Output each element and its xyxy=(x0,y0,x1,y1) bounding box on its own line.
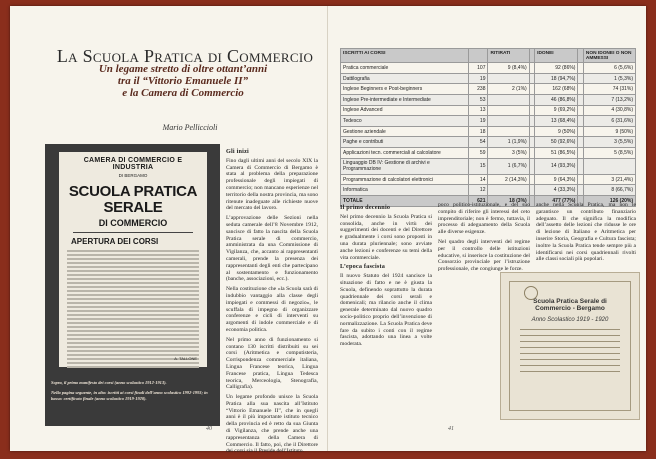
table-cell: 50 (92,6%) xyxy=(535,137,578,148)
table-cell: Dattilografia xyxy=(341,73,469,84)
manifesto-signature: A. TALLONE xyxy=(174,356,197,361)
seal-icon xyxy=(524,286,538,300)
paragraph: L’approvazione delle Sezioni nella seduta camerale dell’8 Novembre 1912, sancisce di fatto la nascita della Scuola Pratica serale di commercio, amministrata da una Commissione di Vigilanza, che, accanto ai rappresentanti camerali, prende la presenza dei rappresentanti degli enti che partecipano al sostentamento e funzionamento (banche, associazioni, ecc.). xyxy=(226,215,318,283)
table-cell: 19 xyxy=(468,73,488,84)
table-cell: Pratica commerciale xyxy=(341,63,469,74)
table-cell: Inglese Advanced xyxy=(341,105,469,116)
paragraph: Nella costituzione che «la Scuola sarà di indubbio vantaggio alla classe degli impiegati e commessi di negozio», le scuffala di impegno di organizzare conferenze e cicli di interventi su argomenti di indole commerciale e di economia politica. xyxy=(226,286,318,333)
table-cell: 13 xyxy=(468,105,488,116)
table-header: IDONEI xyxy=(535,49,578,63)
table-cell: 46 (86,8%) xyxy=(535,94,578,105)
table-row xyxy=(341,94,636,105)
table-row xyxy=(341,185,636,196)
table-cell: 9 (69,2%) xyxy=(535,105,578,116)
table-cell: 9 (50%) xyxy=(583,126,635,137)
table-cell: Inglese Beginners e Post-beginners xyxy=(341,84,469,95)
table-cell: 1 (1,9%) xyxy=(488,137,529,148)
page-number: 40 xyxy=(206,426,212,432)
table-row xyxy=(341,84,636,95)
paragraph: anche nella Scuola Pratica, ma non le garantisce un contributo finanziario adeguato. Il che significa la modifica dell’assetto delle lezioni che ridusse le ore di lezione di Italiano e Aritmetica per inserire Storia, Geografia e Cultura fascista; inoltre la Scuola Pratica tende sempre più a identificarsi nei corsi quadriennali rivolti alle classi sociali più popolari. xyxy=(536,202,636,263)
manifesto-big-title: SCUOLA PRATICA SERALE xyxy=(68,183,198,216)
subtitle-line: e la Camera di Commercio xyxy=(122,87,244,99)
table-cell: 2 (14,3%) xyxy=(488,174,529,185)
table-cell: 1 (5,3%) xyxy=(583,73,635,84)
book-spread xyxy=(10,6,646,455)
table-cell: 9 (50%) xyxy=(535,126,578,137)
table-row xyxy=(341,63,636,74)
table-cell xyxy=(488,185,529,196)
table-cell xyxy=(488,116,529,127)
table-row xyxy=(341,147,636,158)
enrollment-table xyxy=(340,48,636,207)
table-cell: 3 (5%) xyxy=(488,147,529,158)
table-cell: 1 (6,7%) xyxy=(488,158,529,174)
subtitle-line: tra il “Vittorio Emanuele II” xyxy=(117,75,249,87)
table-cell: 14 (93,3%) xyxy=(535,158,578,174)
table-cell xyxy=(583,158,635,174)
table-cell: Gestione aziendale xyxy=(341,126,469,137)
right-text-column-2 xyxy=(438,202,530,272)
manifesto-header: CAMERA DI COMMERCIO E INDUSTRIA xyxy=(83,157,183,171)
table-row xyxy=(341,174,636,185)
table-cell: 4 (33,3%) xyxy=(535,185,578,196)
table-header-row xyxy=(341,49,636,63)
article-title: La Scuola Pratica di Commercio xyxy=(56,46,314,66)
table-cell: 3 (5,5%) xyxy=(583,137,635,148)
table-cell: 4 (30,8%) xyxy=(583,105,635,116)
table-header: NON IDONEI O NON AMMESSI xyxy=(583,49,635,63)
manifesto-body-lines xyxy=(65,250,201,368)
table-cell xyxy=(488,94,529,105)
left-page xyxy=(10,6,328,455)
table-row xyxy=(341,158,636,174)
section-heading: Il primo decennio xyxy=(340,204,391,211)
section-heading: Gli inizi xyxy=(226,148,249,155)
right-text-column-1 xyxy=(340,202,432,424)
table-cell: 2 (1%) xyxy=(488,84,529,95)
table-cell: 9 (64,3%) xyxy=(535,174,578,185)
right-page xyxy=(328,6,646,451)
paragraph: Nel primo anno di funzionamento si contano 130 iscritti distribuiti su sei corsi (Aritmetica e computisteria, Corrispondenza commerciale italiana, Lingua Francese teorica, Lingua Francese pratica, Lingua Tedesca teorica, Merceologia, Stenografia, Calligrafia). xyxy=(226,336,318,391)
certificate-year: Anno Scolastico 1919 - 1920 xyxy=(531,317,609,323)
subtitle-line: Un legame stretto di oltre ottant’anni xyxy=(98,63,268,75)
paragraph: Fino dagli ultimi anni del secolo XIX la Camera di Commercio di Bergamo è stata al problema della preparazione professionale degli impiegati di commercio; non mancano esperienze nel territorio della nostra provincia, ma sono ritenute inadeguate alle richieste nuove del mercato del lavoro. xyxy=(226,157,318,212)
table-cell: 7 (13,2%) xyxy=(583,94,635,105)
page-number: 41 xyxy=(448,426,454,432)
table-cell: 9 (8,4%) xyxy=(488,63,529,74)
table-cell: 12 xyxy=(468,185,488,196)
right-text-column-3 xyxy=(536,202,636,272)
table-cell: 51 (86,5%) xyxy=(535,147,578,158)
table-cell: Programmazione di calcolatori elettronici xyxy=(341,174,469,185)
table-cell: Applicazioni tecn. commerciali al calcolatore xyxy=(341,147,469,158)
table-header: RITIRATI xyxy=(488,49,529,63)
table-cell xyxy=(488,126,529,137)
table-cell: 92 (86%) xyxy=(535,63,578,74)
table-cell: 74 (31%) xyxy=(583,84,635,95)
table-cell: Linguaggio DB IV: Gestione di archivi e Programmazione xyxy=(341,158,469,174)
certificate-frame xyxy=(509,281,631,411)
table-row xyxy=(341,126,636,137)
table-cell: 19 xyxy=(468,116,488,127)
table-cell: 621 xyxy=(468,195,488,206)
certificate-lines xyxy=(516,329,624,372)
table-row xyxy=(341,116,636,127)
left-text-column xyxy=(226,146,318,455)
table-cell: 53 xyxy=(468,94,488,105)
table-cell xyxy=(488,105,529,116)
table-header: ISCRITTI AI CORSI xyxy=(341,49,469,63)
table-cell: 107 xyxy=(468,63,488,74)
table-cell xyxy=(488,73,529,84)
manifesto-big-subtitle: DI COMMERCIO xyxy=(98,218,168,228)
table-cell: 15 xyxy=(468,158,488,174)
table-cell: Tedesco xyxy=(341,116,469,127)
paragraph: poco politico-istituzionale, e del suo compito di riferire gli interessi del ceto imprenditoriale; non è fermo, tuttavia, il processo di adeguamento della Scuola alle diverse esigenze. xyxy=(438,202,530,236)
photo-panel xyxy=(45,144,220,426)
table-cell: 126 (20%) xyxy=(583,195,635,206)
table-header xyxy=(468,49,488,63)
table-cell: 238 xyxy=(468,84,488,95)
caption-line: Nella pagina seguente, in alto: iscritti ai corsi finali dell’anno scolastico 1992-1993; in basso: certificato finale (anno scolastico 1919-1920). xyxy=(51,390,208,401)
table-cell: 6 (5,6%) xyxy=(583,63,635,74)
table-cell: 6 (31,6%) xyxy=(583,116,635,127)
certificate-title: Scuola Pratica Serale di Commercio - Bergamo xyxy=(533,298,607,312)
table-cell: 162 (68%) xyxy=(535,84,578,95)
certificate-image xyxy=(500,272,640,420)
manifesto-divider xyxy=(73,232,193,233)
table-cell: 18 xyxy=(468,126,488,137)
section-heading: L’epoca fascista xyxy=(340,263,386,271)
table-cell: Paghe e contributi xyxy=(341,137,469,148)
table-cell: Informatica xyxy=(341,185,469,196)
table-cell: TOTALE xyxy=(341,195,469,206)
table-row xyxy=(341,105,636,116)
table-cell: 59 xyxy=(468,147,488,158)
manifesto-section: APERTURA DEI CORSI xyxy=(71,237,159,246)
table-row xyxy=(341,137,636,148)
table-cell: 13 (68,4%) xyxy=(535,116,578,127)
table-cell: 477 (77%) xyxy=(535,195,578,206)
caption-line: Sopra, il primo manifesto dei corsi (anno scolastico 1912-1913). xyxy=(51,380,167,385)
author-name: Mario Pelliccioli xyxy=(162,123,218,132)
table-cell: 8 (66,7%) xyxy=(583,185,635,196)
table-cell: 18 (94,7%) xyxy=(535,73,578,84)
table-cell: 5 (8,5%) xyxy=(583,147,635,158)
manifesto-image xyxy=(59,152,207,367)
table-cell: 14 xyxy=(468,174,488,185)
paragraph: Nel primo decennio la Scuola Pratica si consolida, anche in virtù dei suggerimenti dei docenti e del Direttore e gradualmente i corsi sono proposti in una durata pluriennale; sono avviate anche lezioni e conferenze su temi della vita commerciale. xyxy=(340,213,432,261)
paragraph: Il nuovo Statuto del 1924 sancisce la situazione di fatto e ne è giusta la Scuola, definendo soprattutto la durata quadriennale dei corsi serali e domenicali; ma rilancio anche il clima generale determinato dal nuovo quadro socio-politico proprio dell’invenzione di normalizzazione. La Scuola Pratica deve fare da subito i conti con il regime fascista, adottando una linea a volte moderata. xyxy=(340,273,432,348)
table-cell: Inglese Pre-intermediate e Intermediate xyxy=(341,94,469,105)
table-cell: 3 (21,4%) xyxy=(583,174,635,185)
manifesto-subheader: DI BERGAMO xyxy=(118,173,148,178)
paragraph: Un legame profondo unisce la Scuola Pratica alla sua nascita all’Istituto “Vittorio Emanuele II”, che in quegli anni è il più importante istituto tecnico della provincia ed è retto da sua Giunta di Vigilanza, che prende anche una rappresentanza della Camera di Commercio. Il fatto, poi, che il Direttore dei corsi sia il Preside dell’Istituto. xyxy=(226,394,318,455)
article-subtitle xyxy=(48,63,318,99)
paragraph: Nel quadro degli interventi del regime per il controllo delle istituzioni educative, si inserisce la costituzione del Consorzio provinciale per l’istruzione professionale, che congiunge le forze. xyxy=(438,238,530,273)
table-row xyxy=(341,73,636,84)
table-cell: 54 xyxy=(468,137,488,148)
photo-caption xyxy=(51,380,217,406)
table-cell: 18 (3%) xyxy=(488,195,529,206)
